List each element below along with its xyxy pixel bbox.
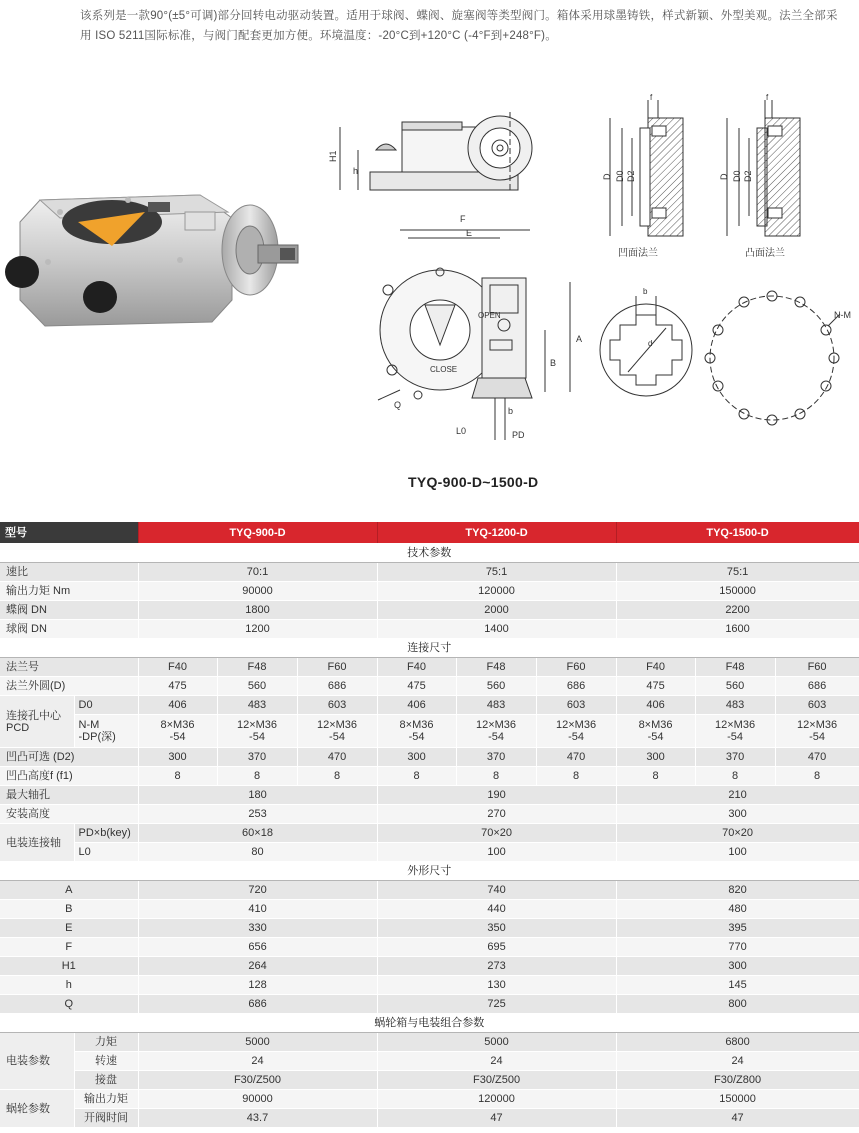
cell: 560 (217, 677, 297, 696)
label-nm: N-M (834, 310, 851, 320)
table-header-row (0, 522, 859, 544)
label-d2-convex: D2 (743, 170, 753, 182)
label-e: E (466, 228, 473, 238)
cell: 483 (217, 696, 297, 715)
cell: 300 (138, 748, 217, 767)
cell: F30/Z500 (377, 1071, 616, 1090)
cell: 8 (536, 767, 616, 786)
cell-line: 12×M36 (236, 719, 278, 731)
cell: 47 (377, 1109, 616, 1128)
table-row (0, 805, 859, 824)
header-model-1500: TYQ-1500-D (616, 522, 859, 544)
cell: 470 (297, 748, 377, 767)
table-row (0, 748, 859, 767)
label-d-concave: D (602, 173, 612, 180)
cell-line: 12×M36 (475, 719, 517, 731)
cell (377, 715, 456, 748)
cell: F30/Z800 (616, 1071, 859, 1090)
cell: 150000 (616, 582, 859, 601)
cell: 273 (377, 957, 616, 976)
label-d2-concave: D2 (626, 170, 636, 182)
cell: 406 (377, 696, 456, 715)
row-label-b: B (0, 900, 138, 919)
cell-line: -54 (488, 731, 504, 743)
cell: 483 (695, 696, 775, 715)
cell (138, 715, 217, 748)
cell: F48 (695, 658, 775, 677)
table-row (0, 1071, 859, 1090)
label-f: F (460, 214, 466, 224)
cell: 8 (297, 767, 377, 786)
cell-line: -54 (647, 731, 664, 743)
cell-line: -54 (249, 731, 265, 743)
cell (217, 715, 297, 748)
section-conn: 连接尺寸 (0, 639, 859, 658)
cell: 300 (377, 748, 456, 767)
row-label-a: A (0, 881, 138, 900)
header-model-900: TYQ-900-D (138, 522, 377, 544)
label-h: h (353, 166, 359, 176)
sub-label-nm (74, 715, 138, 748)
table-row (0, 995, 859, 1014)
label-h1: H1 (328, 150, 338, 162)
cell-line: 12×M36 (715, 719, 756, 731)
cell: 145 (616, 976, 859, 995)
cell: F60 (536, 658, 616, 677)
cell: 90000 (138, 582, 377, 601)
label-pd: PD (512, 430, 525, 440)
table-row (0, 658, 859, 677)
label-f-concave: f (650, 93, 653, 102)
header-model: 型号 (0, 522, 138, 544)
cell: 330 (138, 919, 377, 938)
cell: 603 (775, 696, 859, 715)
table-row (0, 957, 859, 976)
cell: 210 (616, 786, 859, 805)
cell: 686 (536, 677, 616, 696)
cell: F60 (775, 658, 859, 677)
row-label-h1: H1 (0, 957, 138, 976)
cell: 656 (138, 938, 377, 957)
table-row (0, 824, 859, 843)
cell-line: 12×M36 (556, 719, 597, 731)
cell: 70:1 (138, 563, 377, 582)
cell: 90000 (138, 1090, 377, 1109)
label-d0-concave: D0 (615, 170, 625, 182)
cell: 120000 (377, 1090, 616, 1109)
cell: 8 (616, 767, 695, 786)
cell: 70×20 (377, 824, 616, 843)
cell: 720 (138, 881, 377, 900)
diagram-title: TYQ-900-D~1500-D (408, 474, 539, 490)
cell: 686 (297, 677, 377, 696)
pcd-label-line1: 连接孔中心 (6, 709, 61, 722)
label-l0: L0 (456, 426, 467, 436)
cell: 24 (138, 1052, 377, 1071)
row-label-ball: 球阀 DN (0, 620, 138, 639)
table-row (0, 881, 859, 900)
cell: 475 (616, 677, 695, 696)
table-row (0, 786, 859, 805)
cell: 253 (138, 805, 377, 824)
cell: 370 (456, 748, 536, 767)
cell: 150000 (616, 1090, 859, 1109)
cell: F40 (616, 658, 695, 677)
cell: F60 (297, 658, 377, 677)
label-convex-flange: 凸面法兰 (745, 248, 785, 259)
cell: 300 (616, 957, 859, 976)
label-open: OPEN (478, 311, 501, 320)
cell: 100 (616, 843, 859, 862)
table-row (0, 900, 859, 919)
nm-label-line1: N-M (78, 719, 100, 731)
row-label-f1: 凹凸高度f (f1) (0, 767, 138, 786)
header-model-1200: TYQ-1200-D (377, 522, 616, 544)
row-label-height: 安装高度 (0, 805, 138, 824)
convex-flange-drawing (727, 100, 800, 236)
sub-label-pd: PD×b(key) (74, 824, 138, 843)
cell-line: 8×M36 (638, 719, 673, 731)
cell: 370 (695, 748, 775, 767)
cell: F48 (456, 658, 536, 677)
cell: 406 (616, 696, 695, 715)
row-label-d2: 凹凸可选 (D2) (0, 748, 138, 767)
cell: 180 (138, 786, 377, 805)
label-b: B (550, 358, 557, 368)
cell: 70×20 (616, 824, 859, 843)
cell: 5000 (377, 1033, 616, 1052)
table-row (0, 620, 859, 639)
cell: 75:1 (377, 563, 616, 582)
cell: 6800 (616, 1033, 859, 1052)
sub-label-d0: D0 (74, 696, 138, 715)
cell: 410 (138, 900, 377, 919)
cell: 5000 (138, 1033, 377, 1052)
cell: 8 (695, 767, 775, 786)
cell: 190 (377, 786, 616, 805)
cell: 8 (456, 767, 536, 786)
cell: 350 (377, 919, 616, 938)
table-row (0, 582, 859, 601)
spec-table (0, 522, 859, 1128)
cell (536, 715, 616, 748)
cell: 24 (616, 1052, 859, 1071)
sub-label-output: 输出力矩 (74, 1090, 138, 1109)
cell: 130 (377, 976, 616, 995)
table-row (0, 1090, 859, 1109)
table-row (0, 843, 859, 862)
bolt-circle-drawing (705, 291, 840, 425)
cell: 43.7 (138, 1109, 377, 1128)
label-f-convex: f (766, 93, 769, 102)
cell: 406 (138, 696, 217, 715)
cell: 2200 (616, 601, 859, 620)
cell: 300 (616, 748, 695, 767)
cell: 75:1 (616, 563, 859, 582)
cell: 475 (138, 677, 217, 696)
row-label-gearbox: 蜗轮参数 (0, 1090, 74, 1128)
cell: 603 (297, 696, 377, 715)
cell-line: -54 (329, 731, 345, 743)
cell: F40 (138, 658, 217, 677)
row-label-bore: 最大轴孔 (0, 786, 138, 805)
label-q: Q (394, 400, 402, 410)
cell: F40 (377, 658, 456, 677)
cell: 686 (775, 677, 859, 696)
cell: 475 (377, 677, 456, 696)
table-row (0, 919, 859, 938)
label-d-convex: D (719, 173, 729, 180)
sub-label-torque: 力矩 (74, 1033, 138, 1052)
cell: 24 (377, 1052, 616, 1071)
table-row (0, 976, 859, 995)
cell-line: 12×M36 (316, 719, 358, 731)
cell: 483 (456, 696, 536, 715)
sub-label-l0: L0 (74, 843, 138, 862)
row-label-torque: 输出力矩 Nm (0, 582, 138, 601)
cell: 8 (775, 767, 859, 786)
cell: 47 (616, 1109, 859, 1128)
section-combo: 蜗轮箱与电装组合参数 (0, 1014, 859, 1033)
row-label-shaft: 电装连接轴 (0, 824, 74, 862)
table-row (0, 1052, 859, 1071)
cell-line: 12×M36 (797, 719, 838, 731)
table-row (0, 696, 859, 715)
row-label-q: Q (0, 995, 138, 1014)
product-photo (5, 195, 298, 326)
label-concave-flange: 凹面法兰 (618, 248, 658, 259)
label-a: A (576, 334, 583, 344)
bore-view-drawing (600, 296, 692, 396)
cell: 440 (377, 900, 616, 919)
label-d-bore: d (648, 339, 653, 348)
cell: F30/Z500 (138, 1071, 377, 1090)
label-close: CLOSE (430, 365, 458, 374)
product-diagrams (0, 60, 859, 500)
side-view-drawing (340, 112, 532, 190)
sub-label-open-time: 开阀时间 (74, 1109, 138, 1128)
cell: 128 (138, 976, 377, 995)
cell: 8 (138, 767, 217, 786)
cell: 80 (138, 843, 377, 862)
cell: 2000 (377, 601, 616, 620)
section-outline: 外形尺寸 (0, 862, 859, 881)
row-label-flange-no: 法兰号 (0, 658, 138, 677)
cell: 8 (217, 767, 297, 786)
cell: 820 (616, 881, 859, 900)
cell: 603 (536, 696, 616, 715)
cell-line: -54 (809, 731, 826, 743)
top-view-drawing (378, 230, 570, 440)
row-label-actuator: 电装参数 (0, 1033, 74, 1090)
cell: 800 (616, 995, 859, 1014)
cell: 395 (616, 919, 859, 938)
cell (616, 715, 695, 748)
cell: 100 (377, 843, 616, 862)
row-label-butterfly: 蝶阀 DN (0, 601, 138, 620)
cell: 560 (695, 677, 775, 696)
cell-line: -54 (568, 731, 584, 743)
cell (297, 715, 377, 748)
section-tech: 技术参数 (0, 544, 859, 563)
cell: 695 (377, 938, 616, 957)
nm-label-line2: -DP(深) (78, 731, 116, 743)
cell: 264 (138, 957, 377, 976)
row-label-e: E (0, 919, 138, 938)
cell: 470 (775, 748, 859, 767)
row-label-flange-od: 法兰外圆(D) (0, 677, 138, 696)
table-row (0, 601, 859, 620)
cell: 470 (536, 748, 616, 767)
cell: 560 (456, 677, 536, 696)
table-row (0, 938, 859, 957)
pcd-label-line2: PCD (6, 721, 30, 734)
table-row (0, 767, 859, 786)
label-d0-convex: D0 (732, 170, 742, 182)
cell: 300 (616, 805, 859, 824)
cell: F48 (217, 658, 297, 677)
cell: 120000 (377, 582, 616, 601)
intro-paragraph: 该系列是一款90°(±5°可调)部分回转电动驱动装置。适用于球阀、蝶阀、旋塞阀等类型阀门。箱体采用球墨铸铁，样式新颖、外型美观。法兰全部采用 ISO 5211国际标准，与阀门配套更加方便。环境温度：-20°C到+120°C (-4°F到+248°F)。 (80, 10, 838, 42)
table-row (0, 1109, 859, 1128)
label-b-small: b (508, 406, 514, 416)
cell: 270 (377, 805, 616, 824)
cell: 370 (217, 748, 297, 767)
sub-label-speed: 转速 (74, 1052, 138, 1071)
concave-flange-drawing (610, 100, 683, 236)
cell: 8 (377, 767, 456, 786)
sub-label-flange: 接盘 (74, 1071, 138, 1090)
table-row (0, 1033, 859, 1052)
table-row (0, 677, 859, 696)
cell-line: 8×M36 (160, 719, 195, 731)
cell: 1800 (138, 601, 377, 620)
cell: 480 (616, 900, 859, 919)
cell-line: 8×M36 (399, 719, 434, 731)
cell: 60×18 (138, 824, 377, 843)
cell: 740 (377, 881, 616, 900)
cell (695, 715, 775, 748)
cell-line: -54 (408, 731, 425, 743)
cell: 725 (377, 995, 616, 1014)
table-row (0, 563, 859, 582)
cell: 1600 (616, 620, 859, 639)
cell (456, 715, 536, 748)
label-b-bore: b (643, 287, 648, 296)
cell-line: -54 (727, 731, 743, 743)
cell: 1200 (138, 620, 377, 639)
cell: 770 (616, 938, 859, 957)
row-label-ratio: 速比 (0, 563, 138, 582)
cell-line: -54 (169, 731, 186, 743)
row-label-f: F (0, 938, 138, 957)
row-label-h: h (0, 976, 138, 995)
row-label-pcd (0, 696, 74, 748)
cell (775, 715, 859, 748)
table-row (0, 715, 859, 748)
cell: 686 (138, 995, 377, 1014)
cell: 1400 (377, 620, 616, 639)
